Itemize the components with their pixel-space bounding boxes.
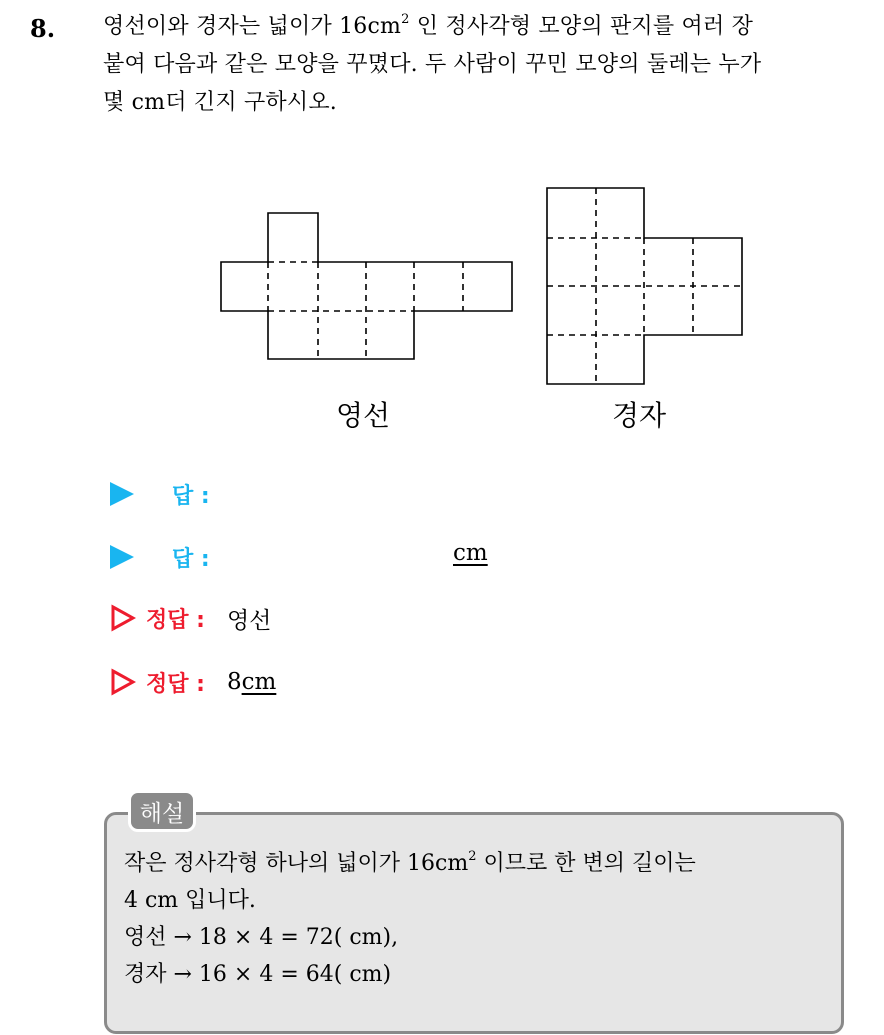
correct-value: 영선	[226, 607, 272, 634]
answer-blank-2	[110, 537, 210, 577]
answer-unit: cm	[453, 540, 488, 566]
correct-label: 정답 :	[146, 607, 205, 633]
question-line-3: 몇 cm더 긴지 구하시오.	[103, 90, 337, 115]
outline-triangle-icon	[110, 604, 136, 632]
solution-line-3: 영선 → 18 × 4 = 72( cm),	[124, 925, 399, 950]
question-line-1: 영선이와 경자는 넓이가 $16cm^2$ 인 정사각형 모양의 판지를 여러 장	[103, 12, 754, 39]
solution-line-1: 작은 정사각형 하나의 넓이가 $16cm^2$ 이므로 한 변의 길이는	[124, 849, 696, 876]
answer-label: 답 :	[172, 483, 210, 509]
gyeongja-shape	[547, 188, 742, 384]
correct-answer-2	[110, 662, 276, 702]
solution-line-4: 경자 → 16 × 4 = 64( cm)	[124, 962, 392, 987]
yeongseon-shape	[221, 213, 512, 359]
solution-line-2: 4 cm 입니다.	[124, 888, 256, 913]
question-line-2: 붙여 다음과 같은 모양을 꾸몄다. 두 사람이 꾸민 모양의 둘레는 누가	[103, 52, 762, 77]
outline-triangle-icon	[110, 668, 136, 696]
question-number: 8.	[30, 14, 56, 43]
answer-label: 답 :	[172, 546, 210, 572]
answer-blank-1	[110, 474, 210, 514]
correct-answer-1	[110, 598, 271, 638]
play-triangle-icon	[110, 482, 134, 506]
gyeongja-label: 경자	[612, 399, 667, 432]
solution-tag: 해설	[128, 790, 196, 832]
play-triangle-icon	[110, 545, 134, 569]
figure-diagram	[0, 0, 884, 440]
yeongseon-label: 영선	[336, 399, 391, 432]
solution-text	[124, 845, 834, 993]
correct-value: 8cm	[226, 669, 277, 695]
correct-label: 정답 :	[146, 671, 205, 697]
